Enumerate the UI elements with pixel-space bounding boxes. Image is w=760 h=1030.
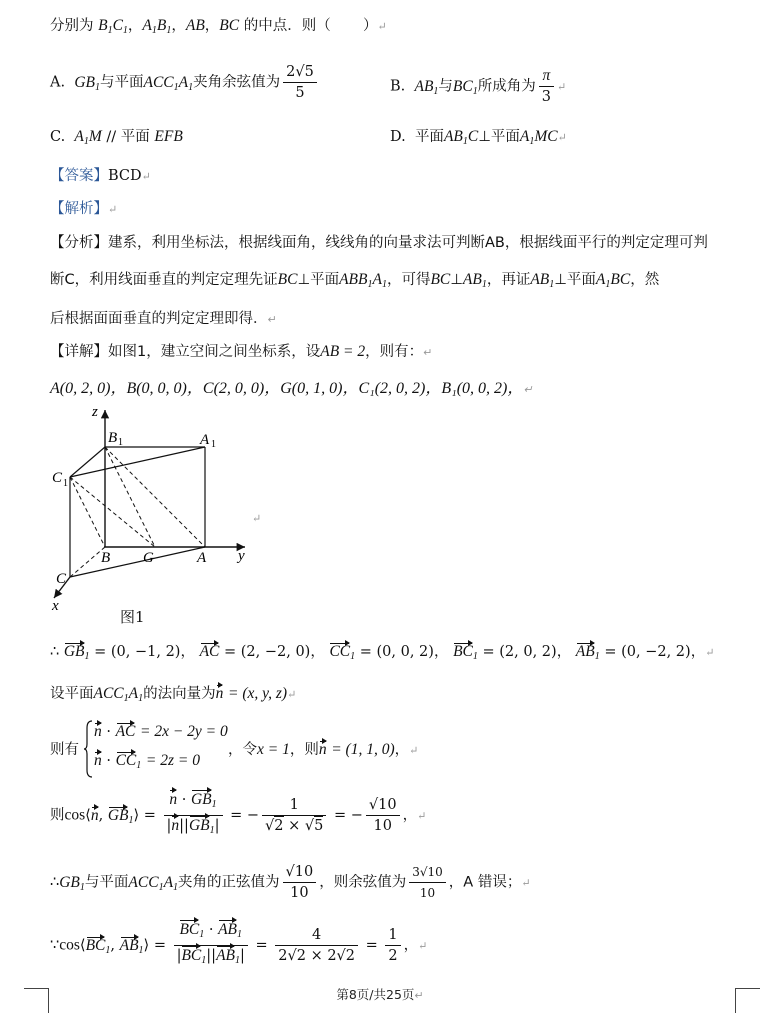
label-g: G — [143, 550, 154, 566]
svg-text:1: 1 — [63, 478, 68, 489]
vectors-line: ∴ $GB_1 = (0$, −1, 2)， AC = (2, −2, 0)， $CC_1 = (0$, 0, 2)， $BC_1 = (2$, 0, 2)， $AB_1 = (0$, −2, 2)，↵ — [50, 643, 715, 662]
label-b1: B — [108, 430, 118, 446]
label-x: x — [52, 598, 59, 614]
option-d: D. 平面$AB_1C\perp$平面$A_1MC↵$ — [390, 128, 567, 147]
label-a: A — [197, 550, 207, 566]
label-a1: A — [200, 432, 210, 448]
analysis-tag: 【解析】 — [50, 201, 108, 217]
page-footer: 第8页/共25页↵ — [336, 987, 424, 1002]
system-prefix: 则有 — [50, 742, 79, 758]
label-y: y — [238, 548, 245, 564]
detail-line: 【详解】如图1，建立空间之间坐标系，设AB = 2，则有：↵ — [50, 343, 433, 360]
normal-line: 设平面$ACC_1A_1$的法向量为n = (x, y, z)↵ — [50, 685, 297, 704]
fenxi-line3: 后根据面面垂直的判定定理即得．↵ — [50, 311, 277, 327]
system-brace — [83, 720, 93, 778]
cos1-line: 则cos⟨n, $GB_1⟩$ = $\frac{n \cdot GB_1}{|n||GB_1|}$ = − $\frac{1}{√2 \times √5}$ = − $\frac{√10}{10}$ ，↵ — [50, 791, 427, 836]
system-eq2: $n \cdot CC_1 = 2z = 0$ — [94, 752, 200, 771]
system-solution: ，令x = 1，则n = (1, 1, 0)，↵ — [228, 741, 419, 758]
label-c: C — [56, 571, 67, 587]
analysis-line: 【解析】↵ — [50, 201, 118, 217]
option-b: B. $AB_1$与$BC_1$所成角为 $\frac{\pi}{3}$ ↵ — [390, 67, 567, 105]
option-c: C. $A_1M$ // 平面 EFB — [50, 128, 183, 147]
label-z: z — [92, 404, 98, 420]
label-b: B — [101, 550, 111, 566]
coords-line: A(0, 2, 0)，B(0, 0, 0)，C(2, 0, 0)，G(0, 1, 0)，C₁(2, 0, 2)，B₁(0, 0, 2)，↵ — [50, 380, 533, 397]
option-a: A. $GB_1$与平面$ACC_1A_1$夹角余弦值为 $\frac{2√5}{5}$ — [50, 62, 320, 103]
label-c1: C — [52, 470, 63, 486]
svg-text:1: 1 — [118, 437, 123, 448]
figure-1 — [40, 400, 270, 620]
option-b-fraction: $\frac{\pi}{3}$ — [539, 66, 554, 107]
intro-mid: 的中点．则（ — [243, 18, 331, 34]
fenxi-line1: 【分析】建系，利用坐标法，根据线面角，线线角的向量求法可判断AB，根据线面平行的判定定理可判 — [50, 235, 708, 251]
intro-line: 分别为 $B_1C_1$，$A_1B_1$，AB，BC 的中点．则（ ）↵ — [50, 17, 387, 36]
option-a-fraction: $\frac{2√5}{5}$ — [283, 62, 317, 103]
answer-line: 【答案】BCD↵ — [50, 168, 151, 184]
sine-line: $\therefore GB_1$与平面$ACC_1A_1$夹角的正弦值为 $\frac{√10}{10}$ ，则余弦值为 $\frac{3√10}{10}$ ，A 错误；↵ — [50, 864, 531, 901]
cos2-line: $\because\cos⟨BC_1$, $AB_1⟩$ = $\frac{BC_1 \cdot AB_1}{|BC_1||AB_1|}$ = $\frac{4}{2√2 \times 2√2}$ = $\frac{1}{2}$ ，↵ — [50, 921, 428, 966]
intro-prefix: 分别为 — [50, 18, 94, 34]
svg-text:1: 1 — [211, 439, 216, 450]
fenxi-line2: 断C，利用线面垂直的判定定理先证BC⊥平面$ABB_1A_1$，可得$BC\perp AB_1$，再证$AB_1\perp$平面$A_1BC$，然 — [50, 271, 660, 290]
figure-caption: 图1 — [120, 608, 145, 626]
answer-value: BCD — [108, 168, 142, 184]
answer-tag: 【答案】 — [50, 168, 108, 184]
system-eq1: n · AC = 2x − 2y = 0 — [94, 723, 228, 740]
